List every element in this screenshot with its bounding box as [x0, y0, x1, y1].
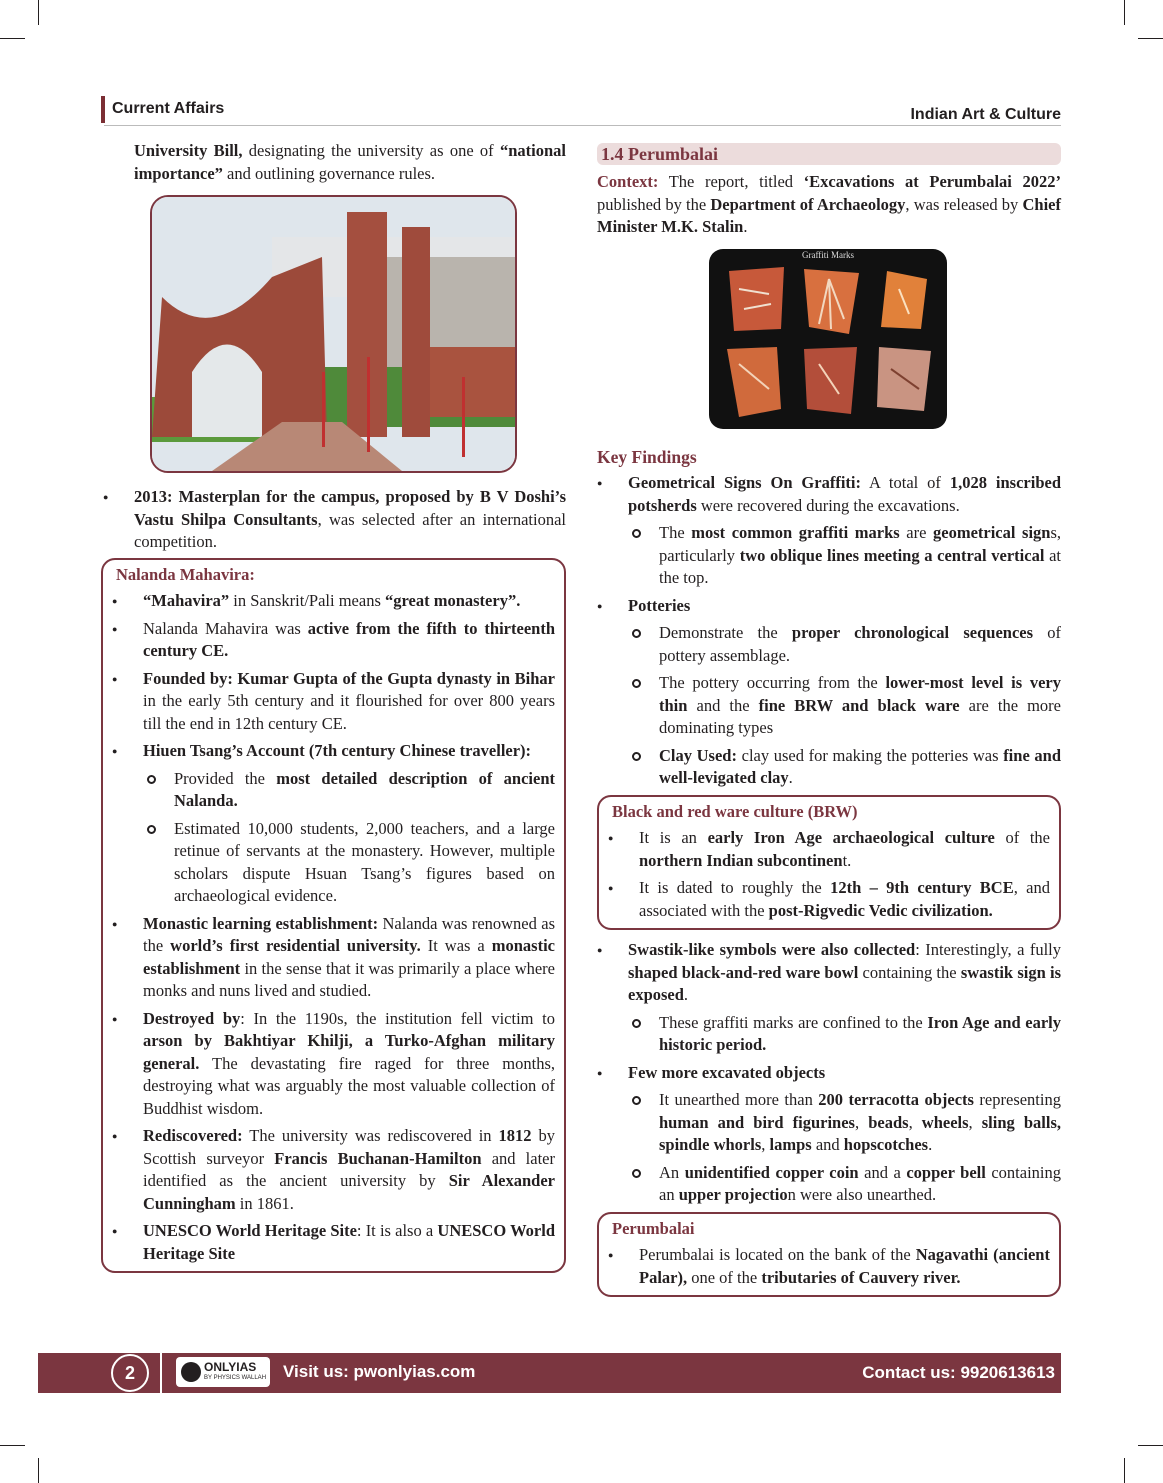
header-section-title: Current Affairs [112, 100, 225, 118]
list-item: ● Few more excavated objects It unearthed more than 200 terracotta objects representing human and bird figurines, beads, wheels, sling balls, spindle whorls, lamps and hopscotches. An unidentified copper coin and a copper bell containing an upper projection were also unearthed. [597, 1062, 1061, 1207]
sub-list-item: Estimated 10,000 students, 2,000 teachers, and a large retinue of servants at the monastery. However, multiple scholars dispute Hsuan Tsang’s figures based on archaeological evidence. [143, 818, 555, 908]
crop-mark [0, 1445, 25, 1446]
box-title: Perumbalai [612, 1218, 695, 1238]
list-item: ● Potteries Demonstrate the proper chronological sequences of pottery assemblage. The pottery occurring from the lower-most level is very thin and the fine BRW and black ware are the more dominating types Clay Used: clay used for making the potteries was fine and well-levigated clay. [597, 595, 1061, 790]
crop-mark [1138, 38, 1163, 39]
logo-subtext: BY PHYSICS WALLAH [204, 1375, 267, 1381]
nalanda-campus-photo [150, 195, 517, 473]
crop-mark [0, 38, 25, 39]
sub-list-item: Provided the most detailed description of ancient Nalanda. [143, 768, 555, 813]
sub-list-item: Clay Used: clay used for making the potteries was fine and well-levigated clay. [628, 745, 1061, 790]
logo-text: ONLYIAS [204, 1360, 257, 1374]
contact-number: Contact us: 9920613613 [862, 1363, 1055, 1382]
perumbalai-box [597, 1212, 1061, 1298]
list-item: ● UNESCO World Heritage Site: It is also a UNESCO World Heritage Site [112, 1220, 555, 1265]
graffiti-marks-photo [709, 249, 947, 429]
crop-mark [38, 0, 39, 25]
list-item: ● It is dated to roughly the 12th – 9th century BCE, and associated with the post-Rigvedic Vedic civilization. [608, 877, 1050, 922]
sub-list-item: The pottery occurring from the lower-most level is very thin and the fine BRW and black ware are the more dominating types [628, 672, 1061, 740]
section-title: 1.4 Perumbalai [597, 143, 1061, 165]
header-subject-title: Indian Art & Culture [910, 106, 1061, 123]
header-divider [104, 125, 1061, 126]
footer-line-left [160, 1353, 162, 1393]
header-accent-bar [101, 96, 105, 123]
page-number: 2 [111, 1354, 149, 1392]
sub-list-item: The most common graffiti marks are geometrical signs, particularly two oblique lines meeting a central vertical at the top. [628, 522, 1061, 590]
header-left [101, 96, 224, 123]
list-item: ● Geometrical Signs On Graffiti: A total of 1,028 inscribed potsherds were recovered during the excavations. The most common graffiti marks are geometrical signs, particularly two oblique lines meeting a central vertical at the top. [597, 472, 1061, 590]
sub-list-item: Demonstrate the proper chronological sequences of pottery assemblage. [628, 622, 1061, 667]
graffiti-caption: Graffiti Marks [801, 249, 855, 260]
list-item: ● Founded by: Kumar Gupta of the Gupta dynasty in Bihar in the early 5th century and it flourished for over 800 years till the end in 12th century CE. [112, 668, 555, 736]
logo-mark-icon [181, 1362, 201, 1382]
list-item: ● Nalanda Mahavira was active from the fifth to thirteenth century CE. [112, 618, 555, 663]
visit-link[interactable]: Visit us: pwonlyias.com [283, 1362, 476, 1381]
list-item: ● Hiuen Tsang’s Account (7th century Chinese traveller): Provided the most detailed description of ancient Nalanda. Estimated 10,000 students, 2,000 teachers, and a large retinue of servants at the monastery. However, multiple scholars dispute Hsuan Tsang’s figures based on archaeological evidence. [112, 740, 555, 908]
potsherds-illustration [709, 249, 947, 429]
sub-list-item: These graffiti marks are confined to the Iron Age and early historic period. [628, 1012, 1061, 1057]
context-paragraph: Context: The report, titled ‘Excavations at Perumbalai 2022’ published by the Department of Archaeology, was released by Chief Minister M.K. Stalin. [597, 172, 1062, 236]
list-item: ● Swastik-like symbols were also collected: Interestingly, a fully shaped black-and-red ware bowl containing the swastik sign is exposed. These graffiti marks are confined to the Iron Age and early historic period. [597, 939, 1061, 1057]
campus-illustration [152, 197, 515, 471]
intro-paragraph: University Bill, designating the university as one of “national importance” and outlining governance rules. [134, 141, 566, 183]
footer-bar [38, 1353, 1061, 1393]
crop-mark [1124, 0, 1125, 25]
key-findings-heading: Key Findings [597, 446, 697, 467]
box-title: Black and red ware culture (BRW) [612, 801, 858, 821]
crop-mark [38, 1458, 39, 1483]
box-title: Nalanda Mahavira: [116, 564, 255, 584]
right-column [597, 143, 1061, 1297]
sub-list-item: An unidentified copper coin and a copper bell containing an upper projection were also unearthed. [628, 1162, 1061, 1207]
onlyias-logo [176, 1357, 270, 1387]
list-item: ● Perumbalai is located on the bank of the Nagavathi (ancient Palar), one of the tributaries of Cauvery river. [608, 1244, 1050, 1289]
sub-list-item: It unearthed more than 200 terracotta objects representing human and bird figurines, beads, wheels, sling balls, spindle whorls, lamps and hopscotches. [628, 1089, 1061, 1157]
masterplan-bullet: ● 2013: Masterplan for the campus, proposed by B V Doshi’s Vastu Shilpa Consultants, was selected after an international competition. [103, 486, 566, 554]
list-item: ● Destroyed by: In the 1190s, the institution fell victim to arson by Bakhtiyar Khilji, a Turko-Afghan military general. The devastating fire raged for three months, destroying what was arguably the most valuable collection of Buddhist wisdom. [112, 1008, 555, 1121]
list-item: ● “Mahavira” in Sanskrit/Pali means “great monastery”. [112, 590, 555, 613]
list-item: ● Rediscovered: The university was rediscovered in 1812 by Scottish surveyor Francis Buchanan-Hamilton and later identified as the ancient university by Sir Alexander Cunningham in 1861. [112, 1125, 555, 1215]
list-item: ● Monastic learning establishment: Nalanda was renowned as the world’s first residential university. It was a monastic establishment in the sense that it was primarily a place where monks and nuns lived and studied. [112, 913, 555, 1003]
crop-mark [1124, 1458, 1125, 1483]
left-column [103, 140, 566, 1273]
brw-box [597, 795, 1061, 931]
crop-mark [1138, 1445, 1163, 1446]
list-item: ● It is an early Iron Age archaeological culture of the northern Indian subcontinent. [608, 827, 1050, 872]
nalanda-mahavira-box [101, 558, 566, 1274]
